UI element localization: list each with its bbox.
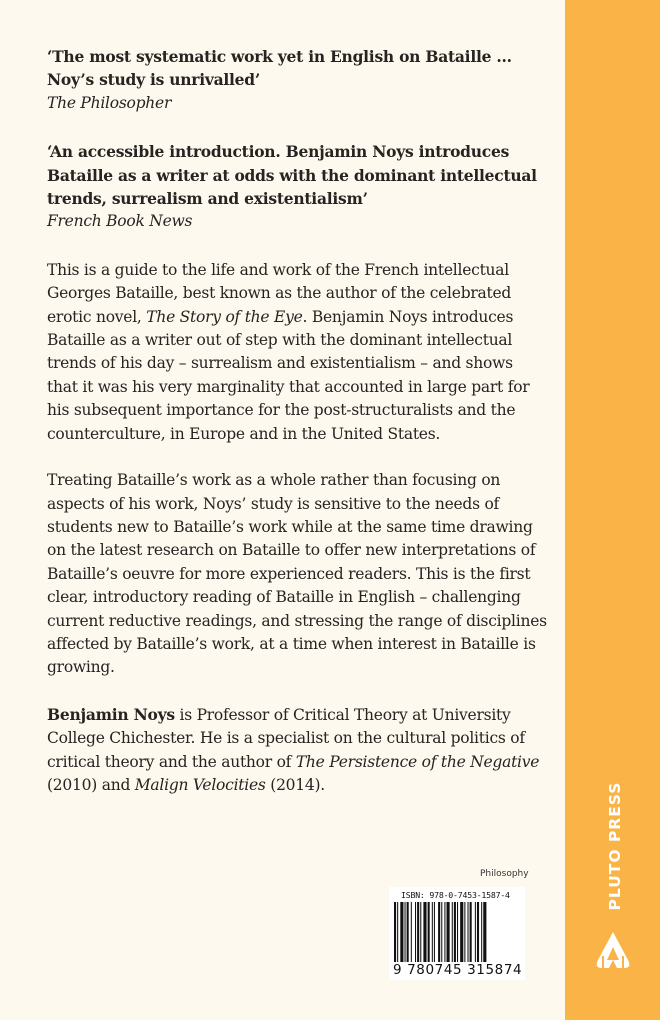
category-label: Philosophy: [480, 869, 529, 879]
barcode-number: 9 780745 315874: [393, 962, 523, 978]
book-title: The Persistence of the Negative: [295, 752, 540, 771]
novel-title: The Story of the Eye: [146, 307, 303, 326]
bio-text: (2010) and: [47, 775, 135, 794]
back-cover-text: [47, 45, 547, 797]
isbn-label: ISBN: 978-0-7453-1587-4: [401, 890, 510, 900]
bio-text: is Professor of Critical Theory at University College Chichester. He is a specialist on the cultural politics of critical theory and the author of: [47, 705, 525, 771]
quote-source: French Book News: [47, 212, 193, 231]
quote-text: ‘An accessible introduction. Benjamin Noys introduces Bataille as a writer at odds with the dominant intellectual trends, surrealism and existentialism’: [47, 142, 537, 209]
publisher-name: PLUTO PRESS: [606, 781, 624, 911]
quote-source: The Philosopher: [47, 93, 172, 112]
quote-text: ‘The most systematic work yet in English on Bataille ... Noy’s study is unrivalled’: [47, 47, 512, 90]
description-text: . Benjamin Noys introduces Bataille as a writer out of step with the dominant intellectual trends of his day – surrealism and existentialism – and shows that it was his very marginality that accounted in large part for his subsequent importance for the post-structuralists and the counterculture, in Europe and in the United States.: [47, 307, 530, 443]
description-text: This is a guide to the life and work of the French intellectual Georges Bataille, best known as the author of the celebrated erotic novel,: [47, 260, 512, 326]
review-quote-1: [47, 45, 547, 115]
description-paragraph-1: [47, 259, 547, 446]
bio-text: (2014).: [265, 775, 325, 794]
description-paragraph-2: Treating Bataille’s work as a whole rather than focusing on aspects of his work, Noys’ study is sensitive to the needs of students new to Bataille’s work while at the same time drawing on the latest research on Bataille to offer new interpretations of Bataille’s oeuvre for more experienced readers. This is the first clear, introductory reading of Bataille in English – challenging current reductive readings, and stressing the range of disciplines affected by Bataille’s work, at a time when interest in Bataille is growing.: [47, 471, 547, 677]
author-bio: [47, 703, 547, 798]
barcode-icon: [392, 902, 522, 967]
review-quote-2: [47, 140, 547, 234]
author-name: Benjamin Noys: [47, 704, 175, 724]
book-title: Malign Velocities: [134, 775, 266, 794]
pluto-press-logo-icon: [589, 930, 637, 972]
